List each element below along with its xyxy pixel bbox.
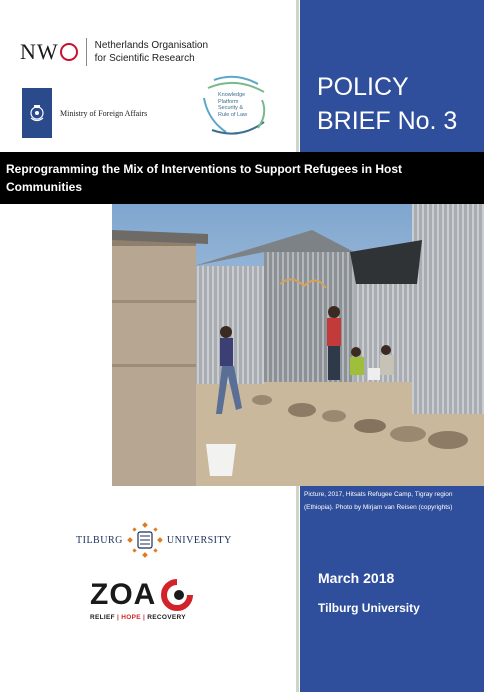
knowledge-platform-text — [218, 92, 247, 118]
nwo-logo — [20, 38, 208, 66]
nwo-name-line2: for Scientific Research — [94, 53, 195, 64]
refugee-camp-illustration — [112, 204, 484, 486]
policy-brief-heading — [317, 70, 457, 138]
kp-line1: Knowledge — [218, 92, 246, 98]
ministry-logo — [22, 88, 147, 138]
tilburg-word: TILBURG — [76, 534, 123, 546]
policy-brief-line2: BRIEF No. 3 — [317, 107, 458, 135]
nwo-ring-icon — [60, 43, 78, 61]
kp-line4: Rule of Law — [218, 111, 248, 118]
zoa-wordmark: ZOA — [90, 578, 157, 611]
nwo-divider — [86, 38, 87, 66]
tilburg-seal-icon — [127, 522, 163, 558]
kp-line3: Security & — [218, 105, 244, 111]
nwo-letters-n-w: NW — [20, 39, 59, 64]
knowledge-platform-logo — [196, 70, 272, 140]
policy-brief-line1: POLICY — [317, 73, 409, 101]
zoa-tag-relief: RELIEF — [90, 614, 115, 621]
publishing-institution: Tilburg University — [318, 601, 420, 615]
publication-date: March 2018 — [318, 570, 395, 586]
tilburg-university-logo — [76, 522, 232, 558]
zoa-tagline — [90, 614, 194, 621]
nwo-name-line1: Netherlands Organisation — [94, 40, 209, 51]
brief-title: Reprogramming the Mix of Interventions to Support Refugees in Host Communities — [6, 162, 403, 194]
ministry-name: Ministry of Foreign Affairs — [60, 108, 148, 118]
nwo-name — [95, 39, 208, 65]
zoa-circle-icon — [160, 578, 194, 612]
zoa-tag-hope: HOPE — [121, 614, 141, 621]
zoa-tag-separator-1: | — [114, 614, 122, 621]
university-word: UNIVERSITY — [166, 534, 232, 546]
photo-caption: Picture, 2017, Hitsats Refugee Camp, Tigray region (Ethiopia). Photo by Mirjam van Reisen (copyrights) — [304, 491, 453, 511]
zoa-tag-recovery: RECOVERY — [147, 614, 186, 621]
nwo-wordmark — [20, 39, 78, 65]
zoa-logo — [90, 578, 194, 621]
zoa-tag-separator-2: | — [140, 614, 148, 621]
kp-line2: Platform — [218, 98, 239, 105]
refugee-camp-photo — [112, 204, 484, 486]
dutch-crest-icon — [22, 88, 52, 138]
zoa-logo-mark — [90, 578, 194, 612]
